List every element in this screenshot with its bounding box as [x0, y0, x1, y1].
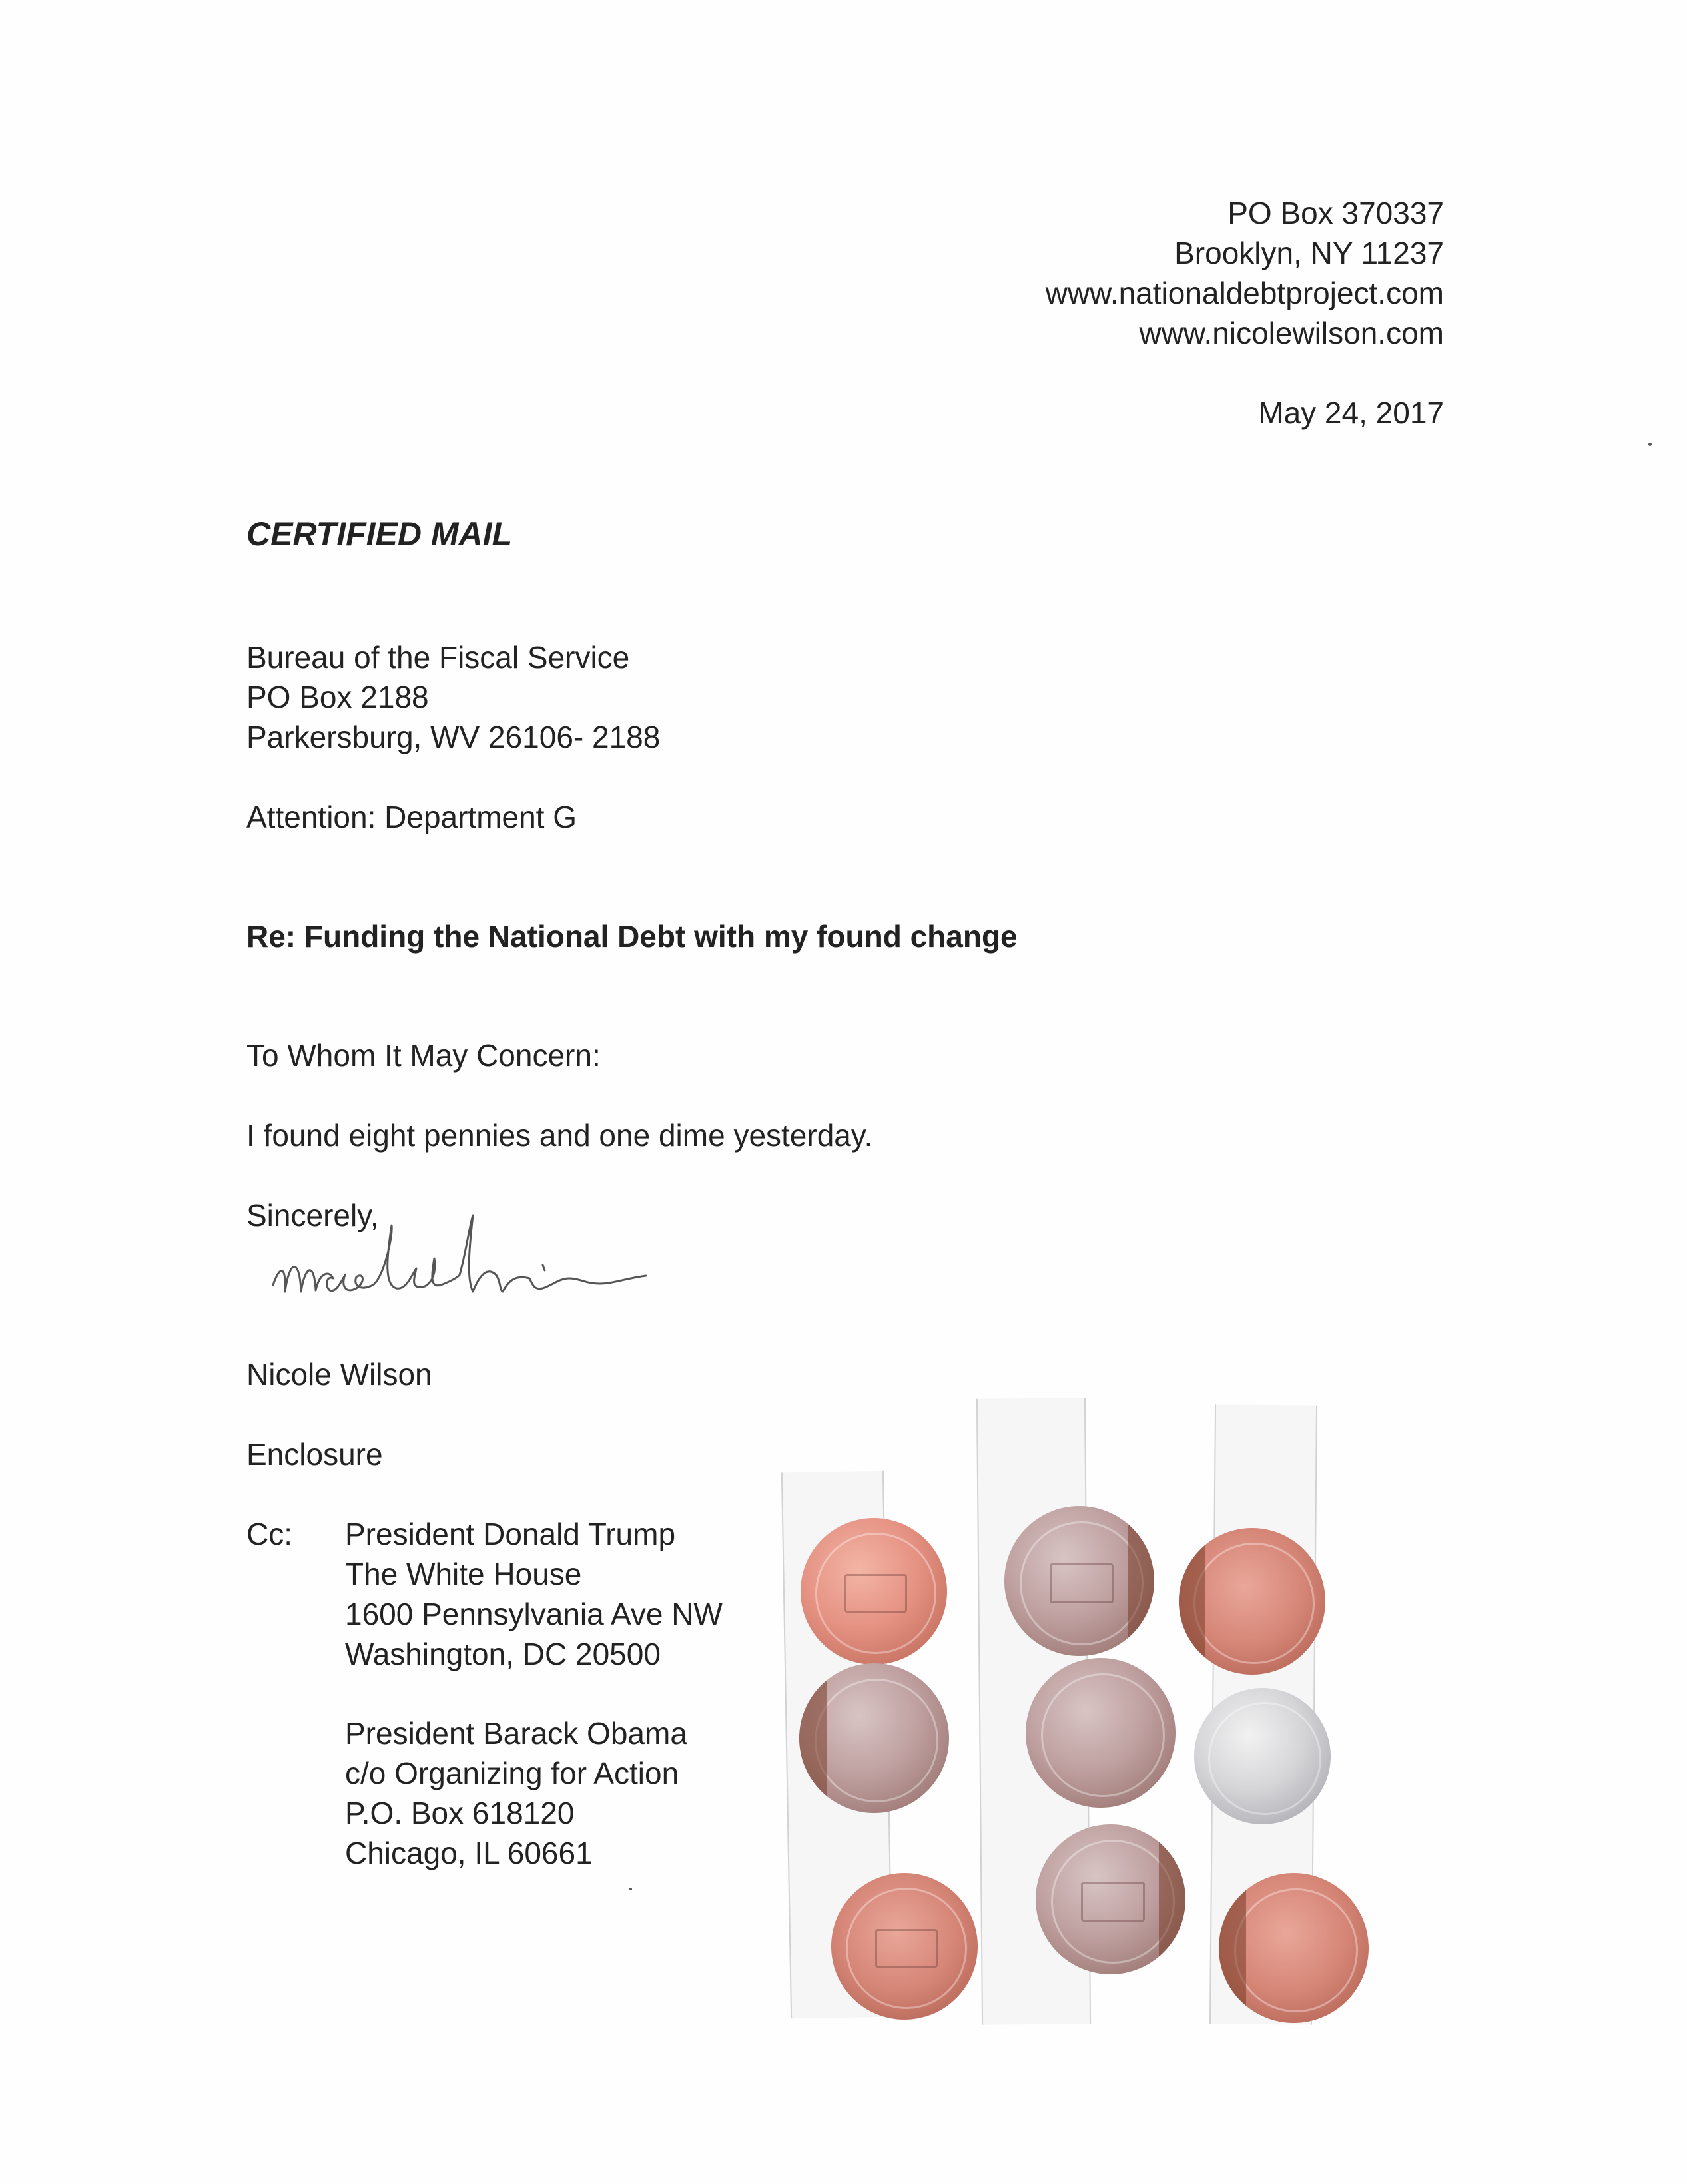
penny-coin [1004, 1506, 1154, 1656]
cc-recipient-line: Chicago, IL 60661 [345, 1836, 593, 1870]
enclosure-line: Enclosure [246, 1437, 383, 1472]
recipient-name: Bureau of the Fiscal Service [246, 640, 630, 675]
recipient-city-line: Parkersburg, WV 26106- 2188 [246, 720, 661, 754]
cc-label: Cc: [246, 1517, 292, 1551]
sender-website-1: www.nationaldebtproject.com [1045, 276, 1444, 310]
cc-recipient-line: President Donald Trump [345, 1517, 676, 1551]
certified-mail-heading: CERTIFIED MAIL [246, 515, 513, 553]
attention-line: Attention: Department G [246, 800, 577, 834]
cc-recipient-line: The White House [345, 1557, 582, 1591]
penny-coin [1036, 1824, 1185, 1974]
penny-coin [1219, 1873, 1369, 2023]
penny-coin [1026, 1658, 1176, 1808]
penny-coin [831, 1873, 978, 2020]
recipient-po-box: PO Box 2188 [246, 680, 429, 714]
letter-date: May 24, 2017 [1258, 396, 1444, 430]
closing: Sincerely, [246, 1198, 379, 1232]
cc-recipient-line: 1600 Pennsylvania Ave NW [345, 1597, 723, 1631]
paper-speck [629, 1888, 632, 1890]
penny-coin [1179, 1528, 1325, 1675]
sender-po-box: PO Box 370337 [1227, 196, 1444, 230]
cc-recipient-line: c/o Organizing for Action [345, 1756, 679, 1790]
salutation: To Whom It May Concern: [246, 1038, 601, 1073]
dime-coin [1194, 1688, 1331, 1824]
penny-coin [801, 1518, 947, 1665]
cc-recipient-line: P.O. Box 618120 [345, 1796, 575, 1830]
cc-recipient-line: Washington, DC 20500 [345, 1637, 661, 1671]
handwritten-signature [266, 1212, 666, 1325]
letter-body: I found eight pennies and one dime yesterday. [246, 1118, 873, 1153]
cc-recipient-line: President Barack Obama [345, 1716, 687, 1751]
penny-coin [799, 1663, 949, 1813]
sender-city-line: Brooklyn, NY 11237 [1174, 236, 1444, 270]
sender-website-2: www.nicolewilson.com [1139, 316, 1444, 350]
paper-speck [1648, 443, 1652, 446]
signer-name: Nicole Wilson [246, 1357, 432, 1392]
subject-line: Re: Funding the National Debt with my found change [246, 919, 1018, 954]
